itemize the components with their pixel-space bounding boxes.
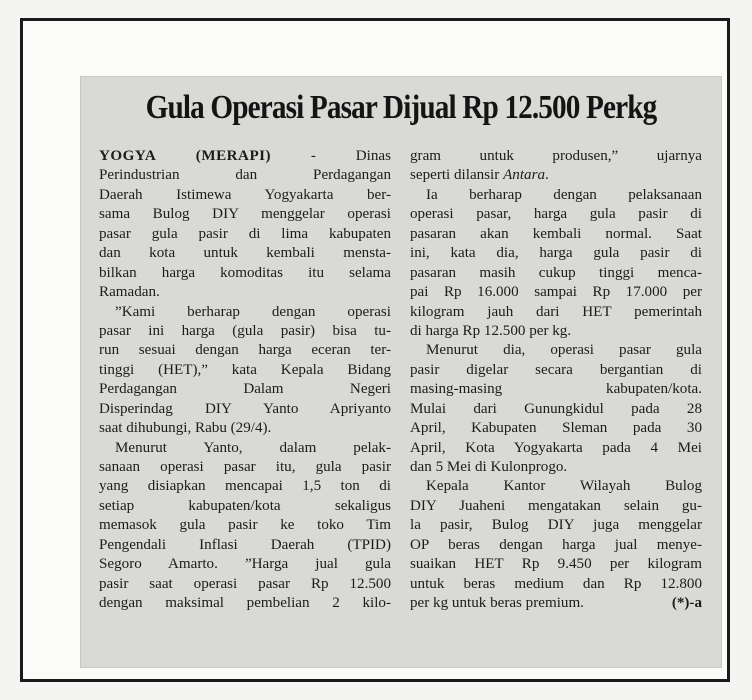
text-run: seperti dilansir — [410, 167, 504, 184]
text-run: Ramadan. — [99, 284, 160, 301]
text-line — [410, 244, 702, 263]
text-line — [410, 555, 702, 574]
text-line — [99, 341, 391, 360]
text-line — [99, 477, 391, 496]
text-run: sanaan operasi pasar itu, gula pasir — [99, 459, 391, 475]
text-run: Mulai dari Gunungkidul pada 28 — [410, 400, 702, 417]
article-column-right — [410, 147, 702, 614]
text-line — [410, 477, 702, 496]
newspaper-clipping — [81, 77, 721, 667]
text-run: per kg untuk beras premium. — [410, 595, 584, 612]
text-run: gram untuk produsen,” ujarnya — [410, 148, 702, 164]
text-run: Perdagangan Dalam Negeri — [99, 381, 391, 398]
text-run: bilkan harga komoditas itu selama — [99, 264, 391, 281]
text-line — [99, 147, 391, 166]
text-run: OP beras dengan harga jual menye- — [410, 536, 702, 553]
text-run: ”Kami berharap dengan operasi — [115, 303, 391, 320]
text-run: kilogram jauh dari HET pemerintah — [410, 303, 702, 320]
source-name: Antara — [503, 167, 545, 184]
text-line — [410, 166, 702, 185]
text-run: April, Kabupaten Sleman pada 30 — [410, 420, 702, 437]
text-run: di harga Rp 12.500 per kg. — [410, 322, 572, 339]
text-line — [410, 205, 702, 224]
text-run: run sesuai dengan harga eceran ter- — [99, 342, 391, 359]
text-run: yang disiapkan mencapai 1,5 ton di — [99, 478, 391, 495]
text-run: Perindustrian dan Perdagangan — [99, 167, 391, 184]
text-line — [410, 536, 702, 555]
text-line — [99, 555, 391, 574]
text-line — [99, 264, 391, 283]
text-line — [99, 303, 391, 322]
text-run: Kepala Kantor Wilayah Bulog — [426, 478, 702, 495]
text-line — [99, 361, 391, 380]
text-line — [99, 497, 391, 516]
text-line — [99, 283, 391, 302]
text-line — [410, 594, 702, 613]
text-run: Pengendali Inflasi Daerah (TPID) — [99, 536, 391, 553]
text-line — [99, 439, 391, 458]
text-line — [99, 400, 391, 419]
text-line — [410, 497, 702, 516]
text-run: operasi pasar, harga gula pasir di — [410, 206, 702, 223]
dateline: YOGYA (MERAPI) — [99, 148, 272, 164]
text-line — [410, 516, 702, 535]
text-run: Disperindag DIY Yanto Apriyanto — [99, 400, 391, 417]
text-line — [410, 439, 702, 458]
text-run: sama Bulog DIY menggelar operasi — [99, 206, 391, 223]
text-run: Menurut dia, operasi pasar gula — [426, 342, 702, 359]
text-run: Ia berharap dengan pelaksanaan — [426, 186, 702, 203]
text-run: pasaran masih cukup tinggi menca- — [410, 264, 702, 281]
text-run: ini, kata dia, harga gula pasir di — [410, 245, 702, 262]
text-line — [410, 458, 702, 477]
page-frame — [20, 18, 730, 682]
text-run: pasar ini harga (gula pasir) bisa tu- — [99, 322, 391, 339]
text-line — [99, 516, 391, 535]
text-run: saat dihubungi, Rabu (29/4). — [99, 420, 272, 437]
text-run: April, Kota Yogyakarta pada 4 Mei — [410, 439, 702, 456]
text-line — [410, 186, 702, 205]
text-run: masing-masing kabupaten/kota. — [410, 381, 702, 398]
text-run: pasir digelar secara bergantian di — [410, 361, 702, 378]
text-line — [99, 419, 391, 438]
text-run: Segoro Amarto. ”Harga jual gula — [99, 556, 391, 573]
text-run: . — [545, 167, 549, 184]
text-line — [410, 322, 702, 341]
text-run: suaikan HET Rp 9.450 per kilogram — [410, 556, 702, 573]
text-run: pasaran akan kembali normal. Saat — [410, 225, 702, 242]
text-line — [99, 186, 391, 205]
text-line — [410, 400, 702, 419]
text-line — [410, 341, 702, 360]
text-run: setiap kabupaten/kota sekaligus — [99, 497, 391, 514]
text-run: dan kota untuk kembali mensta- — [99, 245, 391, 262]
text-line — [99, 244, 391, 263]
text-line — [410, 380, 702, 399]
text-run: pai Rp 16.000 sampai Rp 17.000 per — [410, 284, 702, 301]
text-run: pasir saat operasi pasar Rp 12.500 — [99, 575, 391, 592]
text-line — [410, 419, 702, 438]
text-run: DIY Juaheni mengatakan selain gu- — [410, 497, 702, 514]
headline: Gula Operasi Pasar Dijual Rp 12.500 Perkg — [145, 89, 657, 126]
text-run: - Dinas — [271, 148, 391, 164]
text-line — [410, 303, 702, 322]
author-sign: (*)-a — [671, 595, 702, 612]
text-line — [410, 225, 702, 244]
text-run: Daerah Istimewa Yogyakarta ber- — [99, 186, 391, 203]
text-line — [99, 458, 391, 477]
text-run: memasok gula pasir ke toko Tim — [99, 517, 391, 534]
text-line — [99, 594, 391, 613]
text-run: la pasir, Bulog DIY juga menggelar — [410, 517, 702, 534]
text-run: Menurut Yanto, dalam pelak- — [115, 439, 391, 456]
text-line — [99, 536, 391, 555]
text-line — [99, 166, 391, 185]
text-line — [99, 322, 391, 341]
text-line — [99, 225, 391, 244]
text-run: dan 5 Mei di Kulonprogo. — [410, 459, 568, 475]
article-column-left — [99, 147, 391, 614]
text-run: tinggi (HET),” kata Kepala Bidang — [99, 361, 391, 378]
text-line — [410, 264, 702, 283]
text-line — [410, 147, 702, 166]
text-line — [410, 283, 702, 302]
text-run: untuk beras medium dan Rp 12.800 — [410, 575, 702, 592]
text-run: pasar gula pasir di lima kabupaten — [99, 225, 391, 242]
text-line — [99, 575, 391, 594]
text-line — [410, 361, 702, 380]
text-line — [99, 380, 391, 399]
text-line — [410, 575, 702, 594]
text-run: dengan maksimal pembelian 2 kilo- — [99, 595, 391, 612]
text-line — [99, 205, 391, 224]
